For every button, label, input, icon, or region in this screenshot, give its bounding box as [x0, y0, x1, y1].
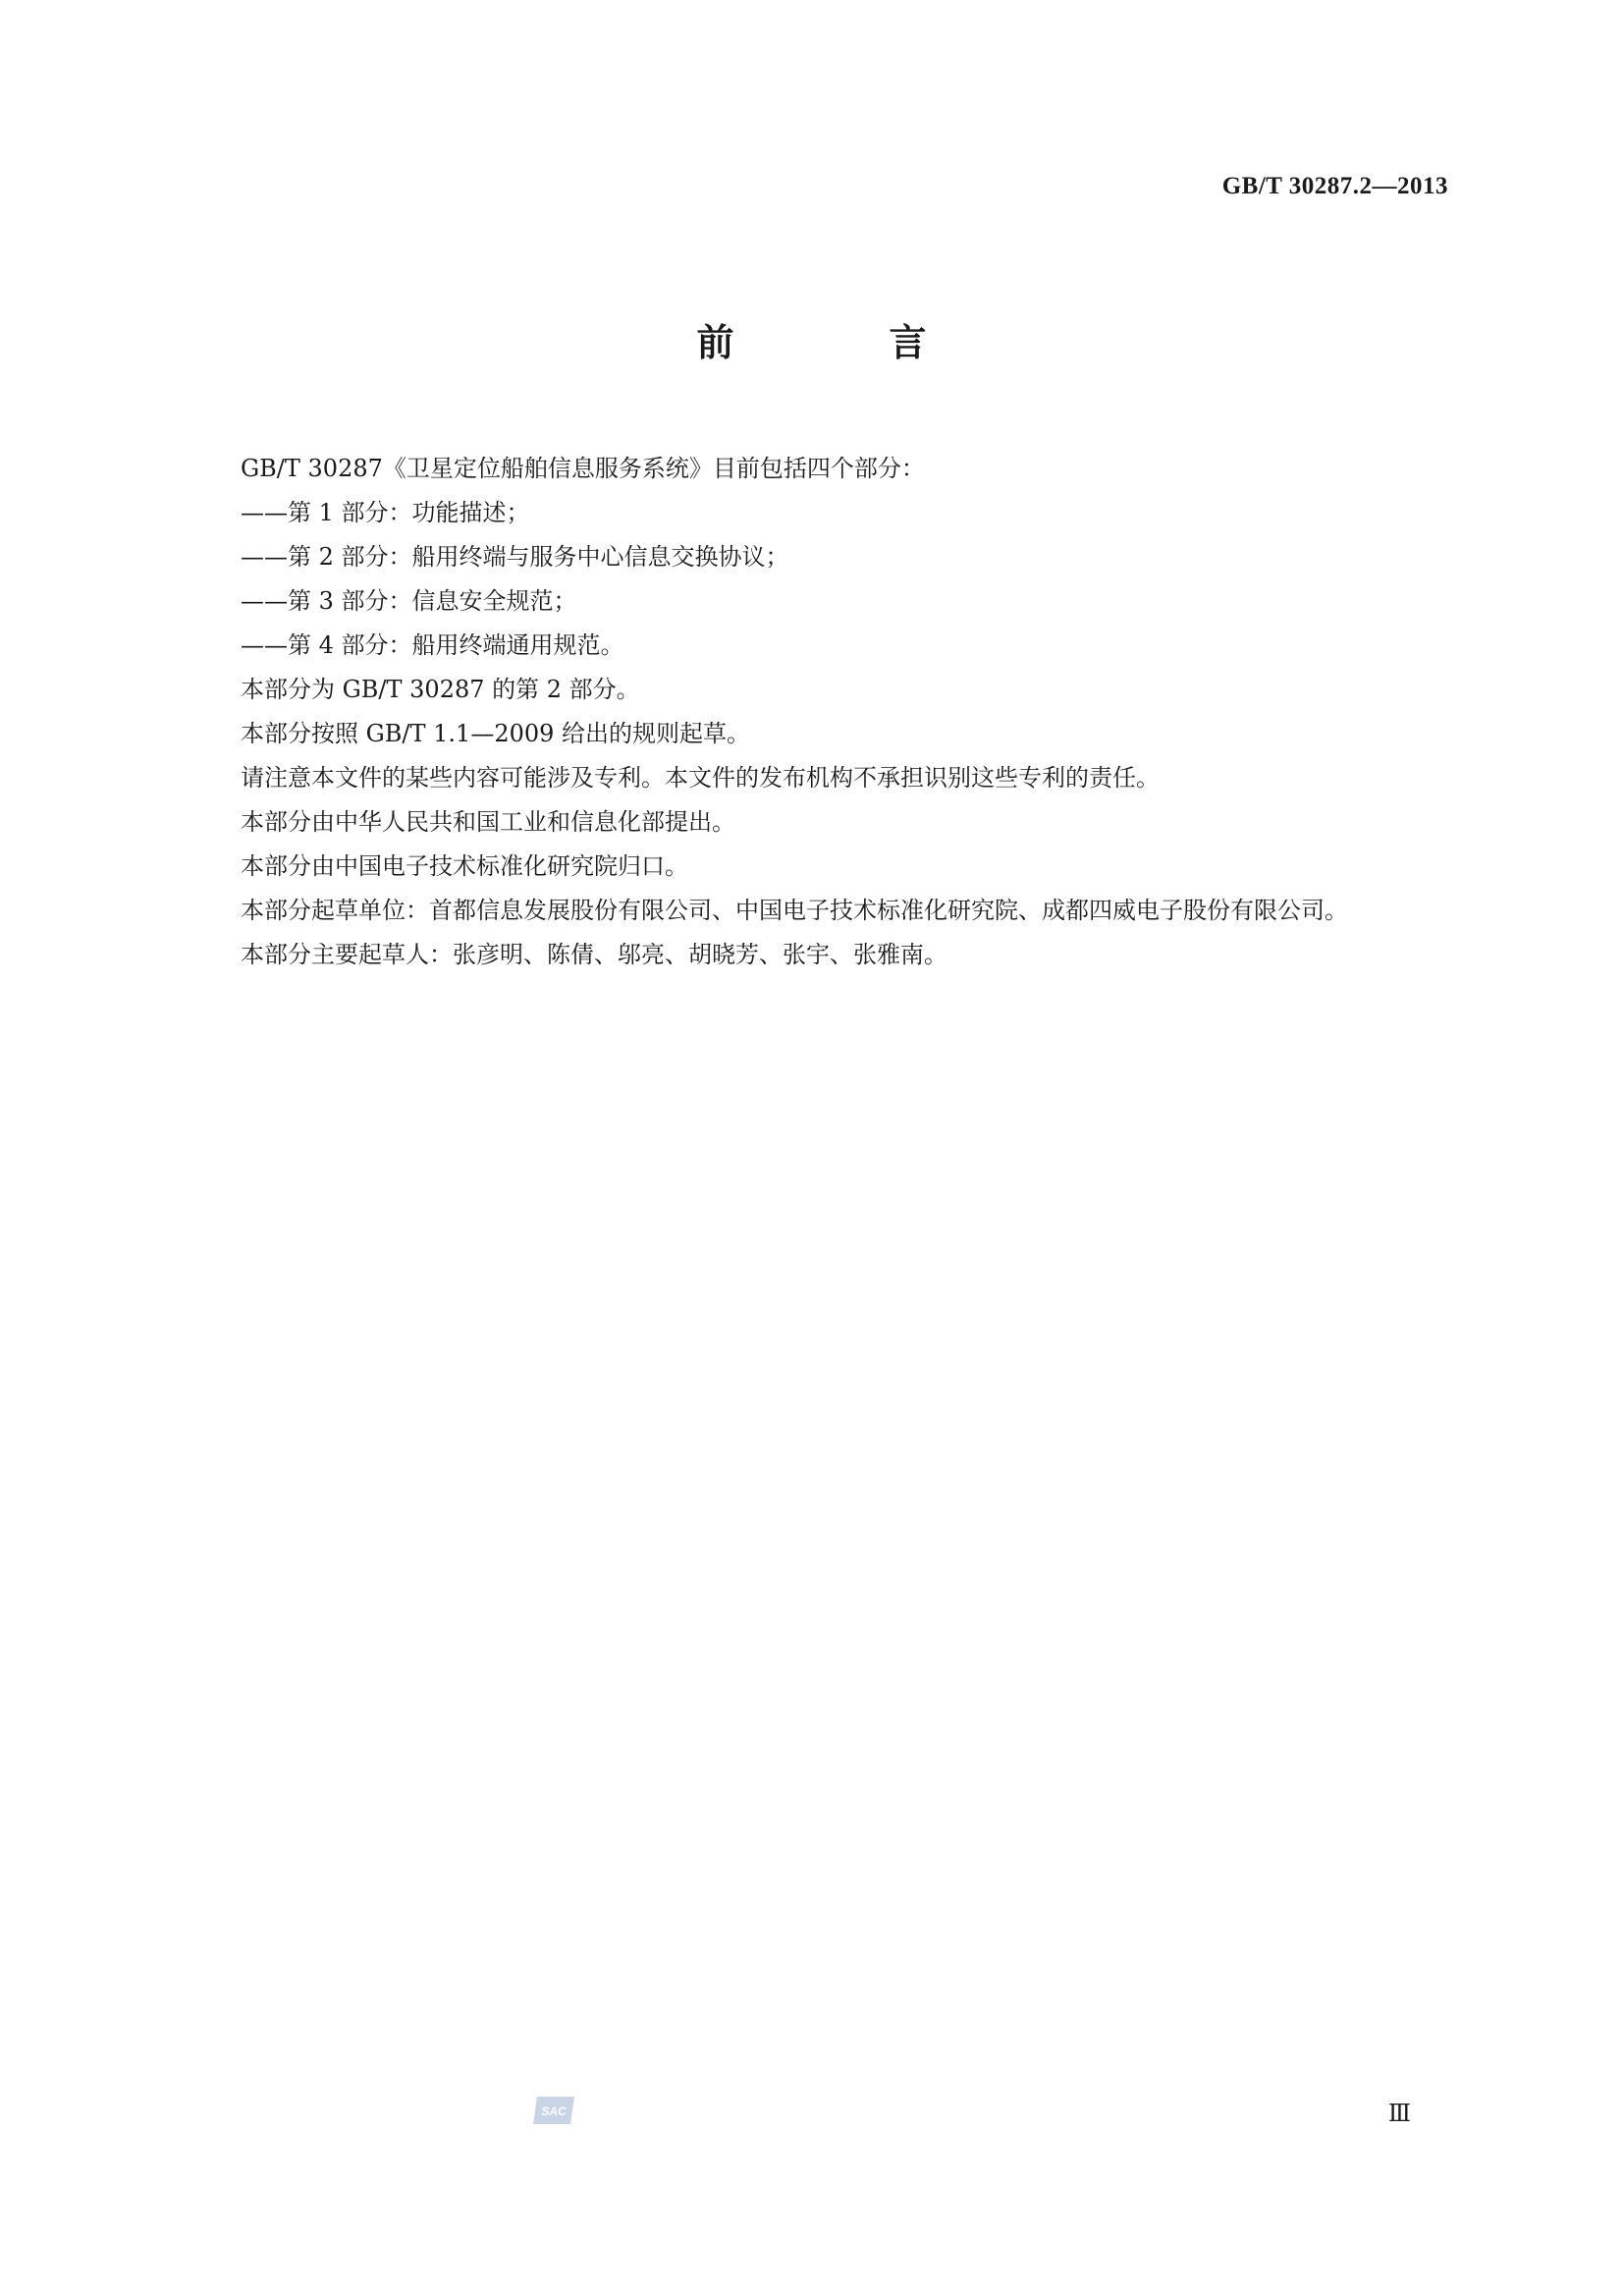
paragraph-this-part: 本部分为 GB/T 30287 的第 2 部分。	[241, 676, 640, 703]
list-item-part-1: ——第 1 部分：功能描述；	[241, 499, 530, 526]
paragraph-drafting-units: 本部分起草单位：首都信息发展股份有限公司、中国电子技术标准化研究院、成都四威电子股份有限公司。	[241, 897, 1348, 924]
sac-logo-text: SAC	[541, 2105, 567, 2118]
page-title: 前 言	[696, 321, 986, 364]
paragraph-proposed-by: 本部分由中华人民共和国工业和信息化部提出。	[241, 808, 735, 836]
list-item-part-4: ——第 4 部分：船用终端通用规范。	[241, 631, 624, 659]
standard-number: GB/T 30287.2—2013	[1221, 173, 1448, 199]
page-number: Ⅲ	[1387, 2102, 1411, 2127]
paragraph-drafting-rules: 本部分按照 GB/T 1.1—2009 给出的规则起草。	[241, 720, 751, 747]
sac-logo-icon	[531, 2095, 576, 2126]
paragraph-main-drafters: 本部分主要起草人：张彦明、陈倩、邬亮、胡晓芳、张宇、张雅南。	[241, 941, 947, 968]
foreword-body	[182, 447, 1450, 977]
paragraph-patent-notice: 请注意本文件的某些内容可能涉及专利。本文件的发布机构不承担识别这些专利的责任。	[241, 764, 1160, 792]
list-item-part-3: ——第 3 部分：信息安全规范；	[241, 587, 577, 615]
paragraph-intro: GB/T 30287《卫星定位船舶信息服务系统》目前包括四个部分：	[241, 455, 925, 482]
paragraph-centralized-by: 本部分由中国电子技术标准化研究院归口。	[241, 852, 688, 880]
list-item-part-2: ——第 2 部分：船用终端与服务中心信息交换协议；	[241, 543, 789, 571]
